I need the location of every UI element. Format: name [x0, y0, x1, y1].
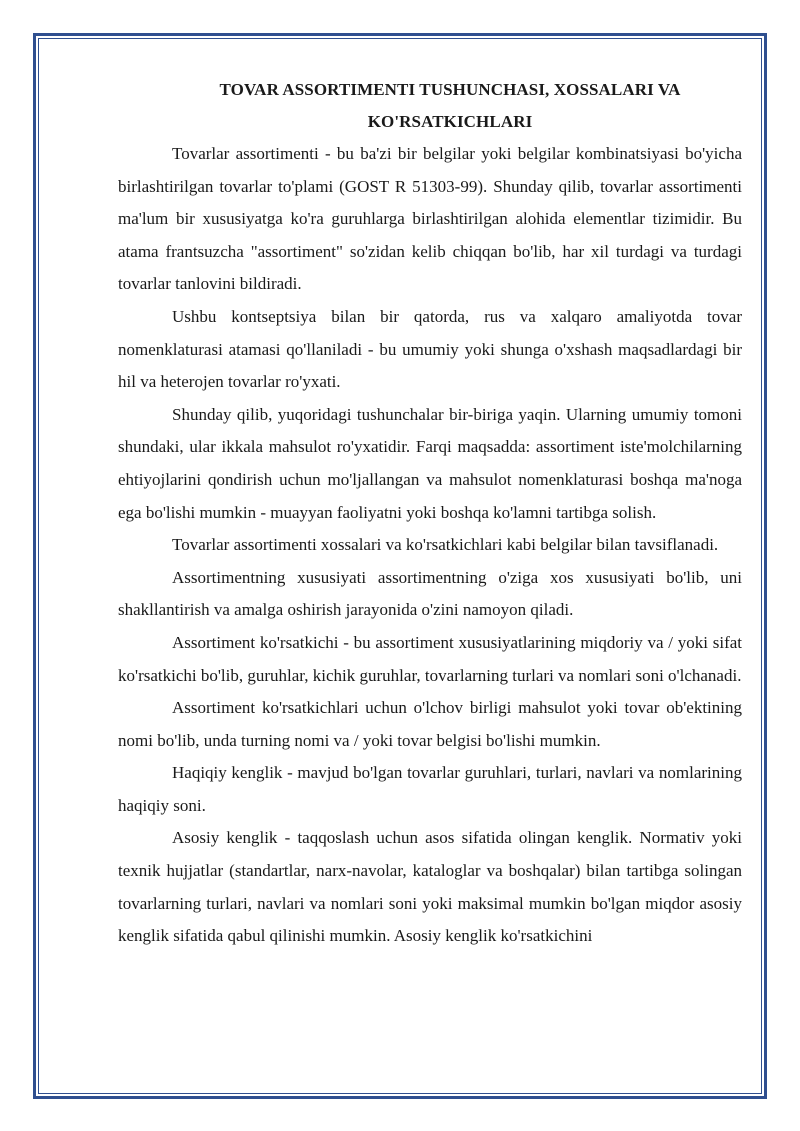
paragraph-4: Tovarlar assortimenti xossalari va ko'rsatkichlari kabi belgilar bilan tavsiflanadi. [172, 535, 719, 555]
paragraph-5: Assortimentning xususiyati assortimentning o'ziga xos xususiyati bo'lib, uni shakllantirish va amalga oshirish jarayonida o'zini namoyon qiladi. [118, 567, 742, 620]
paragraph-7: Assortiment ko'rsatkichlari uchun o'lchov birligi mahsulot yoki tovar ob'ektining nomi bo'lib, unda turning nomi va / yoki tovar belgisi bo'lishi mumkin. [118, 698, 742, 750]
document-body [118, 74, 742, 953]
paragraph-1: Tovarlar assortimenti - bu ba'zi bir belgilar yoki belgilar kombinatsiyasi bo'yicha birlashtirilgan tovarlar to'plami (GOST R 51303-99). Shunday qilib, tovarlar assortimenti ma'lum bir xususiyatga ko'ra guruhlarga birlashtirilgan alohida elementlar tizimidir. Bu atama frantsuzcha "assortiment" so'zidan kelib chiqqan bo'lib, har xil turdagi va turdagi tovarlar tanlovini bildiradi. [118, 144, 742, 294]
paragraph-8: Haqiqiy kenglik - mavjud bo'lgan tovarlar guruhlari, turlari, navlari va nomlarining haqiqiy soni. [118, 763, 742, 815]
paragraph-9: Asosiy kenglik - taqqoslash uchun asos sifatida olingan kenglik. Normativ yoki texnik hujjatlar (standartlar, narx-navolar, kataloglar va boshqalar) bilan tartibga solingan tovarlarning turlari, navlari va nomlari soni yoki maksimal mumkin bo'lgan miqdor asosiy kenglik sifatida qabul qilinishi mumkin. Asosiy kenglik ko'rsatkichini [118, 828, 742, 946]
paragraph-2: Ushbu kontseptsiya bilan bir qatorda, rus va xalqaro amaliyotda tovar nomenklaturasi atamasi qo'llaniladi - bu umumiy yoki shunga o'xshash maqsadlardagi bir hil va heterojen tovarlar ro'yxati. [118, 306, 742, 392]
paragraph-3: Shunday qilib, yuqoridagi tushunchalar bir-biriga yaqin. Ularning umumiy tomoni shundaki, ular ikkala mahsulot ro'yxatidir. Farqi maqsadda: assortiment iste'molchilarning ehtiyojlarini qondirish uchun mo'ljallangan va mahsulot nomenklaturasi boshqa ma'noga ega bo'lishi mumkin - muayyan faoliyatni yoki boshqa ko'lamni tartibga solish. [118, 404, 742, 522]
document-title: TOVAR ASSORTIMENTI TUSHUNCHASI, XOSSALARI VA KO'RSATKICHLARI [219, 80, 681, 131]
paragraph-6: Assortiment ko'rsatkichi - bu assortiment xususiyatlarining miqdoriy va / yoki sifat ko'rsatkichi bo'lib, guruhlar, kichik guruhlar, tovarlarning turlari va nomlari soni o'lchanadi. [118, 632, 742, 685]
